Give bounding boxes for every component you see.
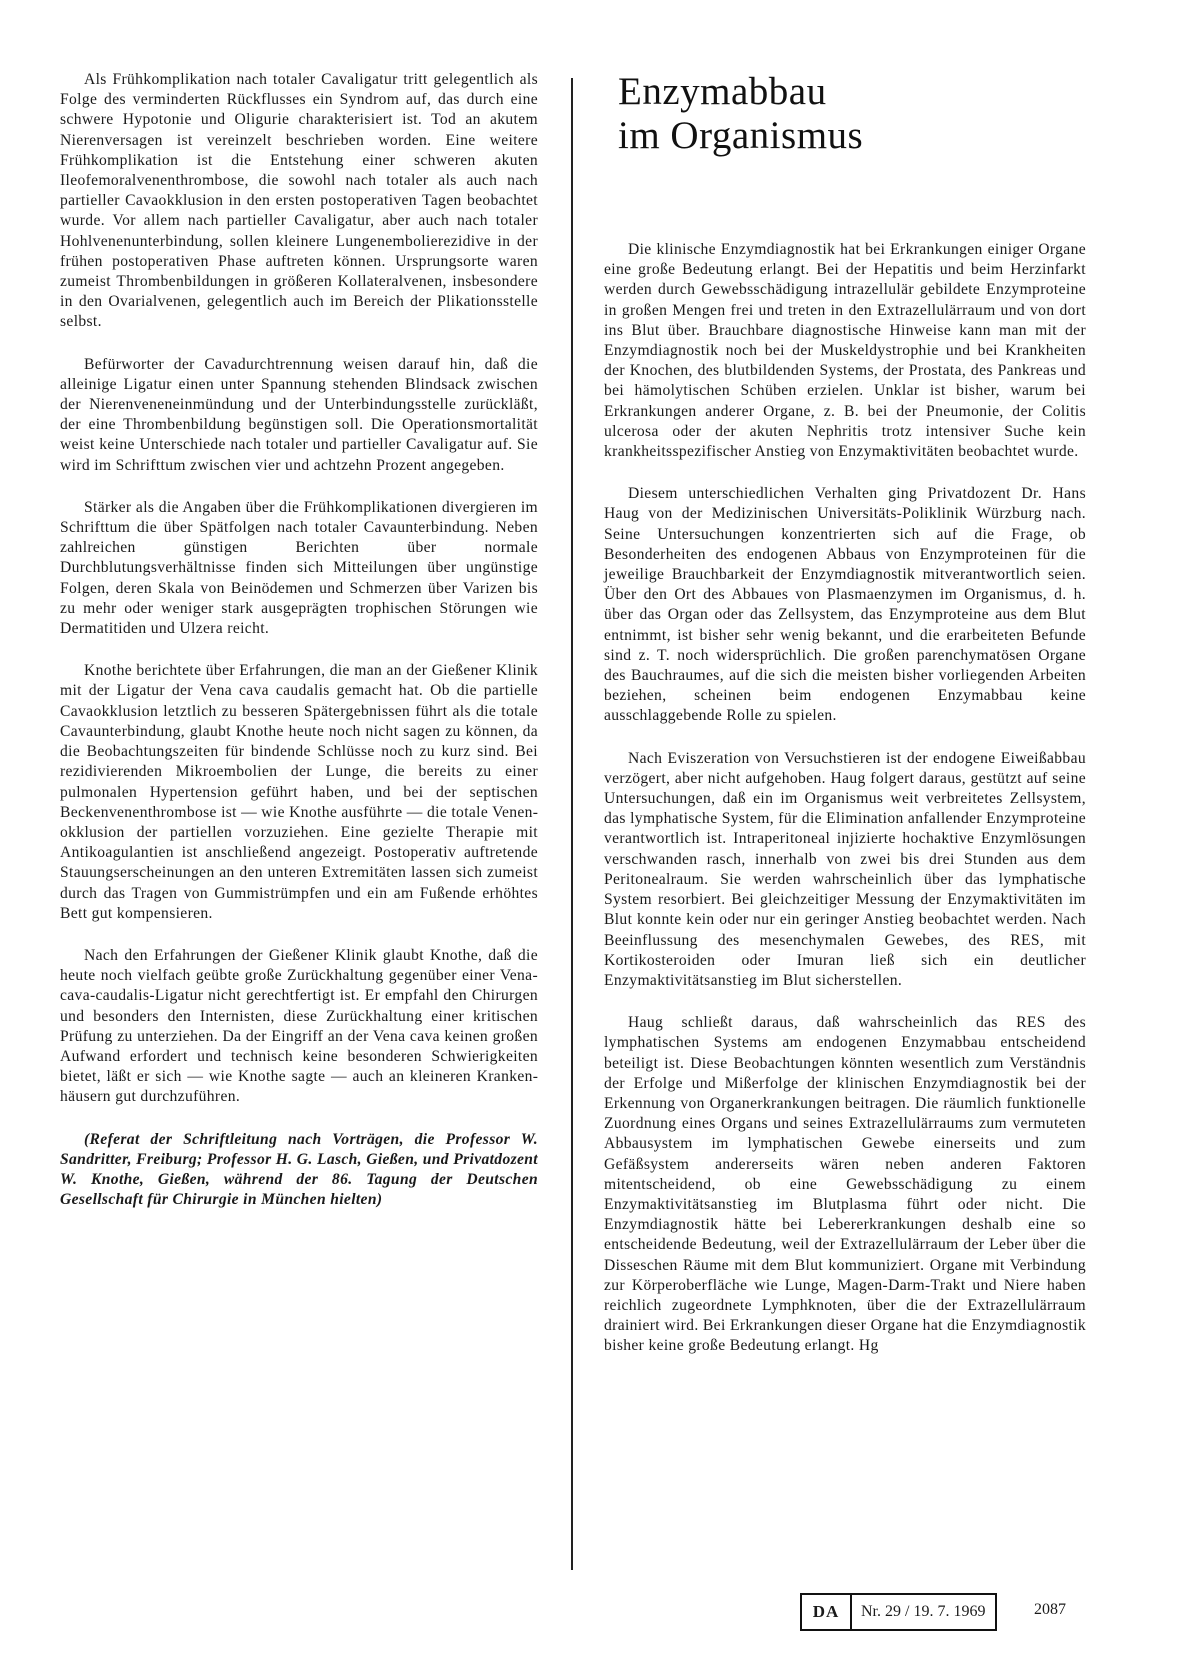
paragraph-spaetfolgen: Stärker als die Angaben über die Frühkomplikationen divergieren im Schrifttum die über Spätfolgen nach totaler Cavaunterbindung. Neben zahlreichen günstigen Berichten über normale Durchblutungsverhältnisse finden sich Mitteilungen über ungünstige Folgen, deren Skala von Beinödemen und Schmerzen über Varizen bis zu mehr oder weniger stark ausgeprägten trophischen Störungen wie Dermatitiden und Ulzera reicht.	[60, 498, 538, 638]
page-footer	[0, 1593, 1178, 1633]
left-column	[60, 70, 538, 1210]
right-column	[604, 70, 1086, 1357]
column-divider	[571, 78, 573, 1570]
article-title-line-1: Enzymabbau	[618, 70, 827, 113]
paragraph-giessener-klinik: Nach den Erfahrungen der Gießener Klinik glaubt Knothe, daß die heute noch vielfach geübte große Zurückhaltung gegenüber einer Vena-cava-caudalis-Ligatur nicht gerechtfertigt ist. Er empfahl den Chirurgen und besonders den Internisten, diese Zurückhaltung einer kritischen Prüfung zu unterziehen. Da der Eingriff an der Vena cava keinen großen Aufwand erfordert und technisch keine besonderen Schwierigkeiten bietet, läßt er sich — wie Knothe sagte — auch an kleineren Krankenhäusern gut durchzuführen.	[60, 946, 538, 1106]
paragraph-haug-schlussfolgerung: Haug schließt daraus, daß wahrscheinlich das RES des lymphatischen Systems am endogenen Enzymabbau entscheidend beteiligt ist. Diese Beobachtungen könnten wesentlich zum Verständnis der Erfolge und Mißerfolge der klinischen Enzymdiagnostik bei der Erkennung von Organerkrankungen beitragen. Die räumlich funktionelle Zuordnung eines Organs und seines Extrazellulärraums zum vermuteten Abbausystem im lymphatischen Gewebe einerseits und zum Gefäßsystem andererseits wären neben anderen Faktoren mitentscheidend, ob eine Gewebsschädigung zu einem Enzymaktivitätsanstieg im Blutplasma führt oder nicht. Die Enzymdiagnostik hätte bei Lebererkrankungen deshalb eine so entscheidende Bedeutung, weil der Extrazellulärraum der Leber über die Disseschen Räume mit dem Blut kommuniziert. Organe mit Verbindung zur Körperoberfläche wie Lunge, Magen-Darm-Trakt und Niere haben reichlich zugeordnete Lymphknoten, über die der Extrazellulärraum drainiert wird. Bei Erkrankungen dieser Organe hat die Enzymdiagnostik bisher keine große Bedeutung erlangt. Hg	[604, 1014, 1086, 1355]
paragraph-eviszeration: Nach Eviszeration von Versuchstieren ist der endogene Eiweißabbau verzögert, aber nicht aufgehoben. Haug folgert daraus, gestützt auf seine Untersuchungen, daß ein im Organismus weit verbreitetes Zellsystem, das lymphatische System, für die Elimination anfallender Enzymproteine verantwortlich ist. Intraperitoneal injizierte hochaktive Enzymlösungen verschwanden rasch, innerhalb von zwei bis drei Stunden aus dem Peritonealraum. Sie werden wahrscheinlich über das lymphatische System resorbiert. Bei gleichzeitiger Messung der Enzymaktivitäten im Blut konnte kein oder nur ein geringer Anstieg beobachtet werden. Nach Beeinflussung des mesenchymalen Gewebes, des RES, mit Kortikosteroiden oder Imuran ließ sich ein deutlicher Enzymaktivitätsanstieg im Blut sicherstellen.	[604, 749, 1086, 989]
paragraph-cavadurchtrennung: Befürworter der Cavadurchtrennung weisen darauf hin, daß die alleinige Ligatur einen unter Spannung stehenden Blindsack zwischen der Nierenveneneinmündung und der Unterbindungsstelle zurückläßt, der eine Thrombenbildung begünstigen soll. Die Operationsmortalität weist keine Unterschiede nach totaler und partieller Cavaligatur auf. Sie wird im Schrifttum zwischen vier und achtzehn Prozent angegeben.	[60, 355, 538, 474]
article-title-line-2: im Organismus	[618, 114, 864, 157]
paragraph-haug-untersuchung: Diesem unterschiedlichen Verhalten ging Privatdozent Dr. Hans Haug von der Medizinischen Universitäts-Poliklinik Würzburg nach. Seine Untersuchungen konzentrierten sich auf die Frage, ob Besonderheiten des endogenen Abbaus von Enzymproteinen für die jeweilige Brauchbarkeit der Enzymdiagnostik mitverantwortlich seien. Über den Ort des Abbaues von Plasmaenzymen im Organismus, d. h. über das Organ oder das Zellsystem, das Enzymproteine aus dem Blut entnimmt, ist bisher sehr wenig bekannt, und die erarbeiteten Befunde sind z. T. noch widersprüchlich. Die großen parenchymatösen Organe des Bauchraumes, auf die sich die meisten bisher vorliegenden Arbeiten beziehen, scheinen beim endogenen Enzymabbau keine ausschlaggebende Rolle zu spielen.	[604, 485, 1086, 725]
page-number: 2087	[1034, 1601, 1066, 1618]
issue-number: Nr. 29 / 19. 7. 1969	[861, 1603, 986, 1620]
paragraph-cavaligatur-fruehkomplikation: Als Frühkomplikation nach totaler Cavaligatur tritt gelegentlich als Folge des verminderten Rückflusses ein Syndrom auf, das durch eine schwere Hypotonie und Oligurie charakterisiert ist. Tod an akutem Nierenversagen ist vereinzelt beschrieben worden. Eine weitere Frühkomplikation ist die Entstehung einer schweren akuten Ileofemoralvenenthrombose, die sowohl nach totaler als auch nach partieller Cavaokklusion in den ersten postoperativen Tagen beobachtet wurde. Vor allem nach partieller Cavaligatur, aber auch nach totaler Hohlvenenunterbindung, sollen kleinere Lungenembolierezidive in der frühen postoperativen Phase auftreten können. Ursprungsorte waren zumeist Thrombenbildungen in größeren Kollateralvenen, insbesondere in den Ovarialvenen, gelegentlich auch im Bereich der Plikationsstelle selbst.	[60, 71, 538, 331]
journal-badge	[800, 1593, 997, 1631]
article-heading	[604, 70, 1086, 158]
article-credit-note: (Referat der Schriftleitung nach Vorträgen, die Professor W. Sandritter, Freiburg; Professor H. G. Lasch, Gießen, und Privatdozent W. Knothe, Gießen, während der 86. Tagung der Deutschen Gesellschaft für Chirurgie in München hielten)	[60, 1130, 538, 1209]
paragraph-knothe-erfahrungen: Knothe berichtete über Erfahrungen, die man an der Gießener Klinik mit der Ligatur der Vena cava caudalis gemacht hat. Ob die partielle Cavaokklusion letztlich zu besseren Spätergebnissen führt als die totale Cavaunterbindung, glaubt Knothe heute noch nicht sagen zu können, da die Beobachtungszeiten für bindende Schlüsse noch zu kurz sind. Bei rezidivierenden Mikroembolien der Lunge, die bereits zu einer pulmonalen Hypertension geführt haben, und bei der septischen Beckenvenenthrombose ist — wie Knothe ausführte — die totale Venenokklusion der partiellen vorzuziehen. Eine gezielte Therapie mit Antikoagulantien ist anschließend angezeigt. Postoperativ auftretende Stauungserscheinungen an den unteren Extremitäten lassen sich zumeist durch das Tragen von Gummistrümpfen und ein am Fußende erhöhtes Bett gut kompensieren.	[60, 662, 538, 922]
journal-logo: DA	[802, 1595, 852, 1629]
paragraph-enzymdiagnostik: Die klinische Enzymdiagnostik hat bei Erkrankungen einiger Organe eine große Bedeutung erlangt. Bei der Hepatitis und beim Herzinfarkt werden durch Gewebsschädigung intrazellulär gebildete Enzymproteine in großen Mengen frei und treten in den Extrazellulärraum und von dort ins Blut über. Brauchbare diagnostische Hinweise kann man mit der Enzymdiagnostik noch bei der Muskeldystrophie und bei Krankheiten der Knochen, des blutbildenden Systems, der Prostata, des Pankreas und bei hämolytischen Schüben erzielen. Unklar ist bisher, warum bei Erkrankungen anderer Organe, z. B. bei der Pneumonie, der Colitis ulcerosa oder der akuten Nephritis trotz intensiver Suche kein krankheitsspezifischer Anstieg von Enzymaktivitäten beobachtet wurde.	[604, 241, 1086, 461]
